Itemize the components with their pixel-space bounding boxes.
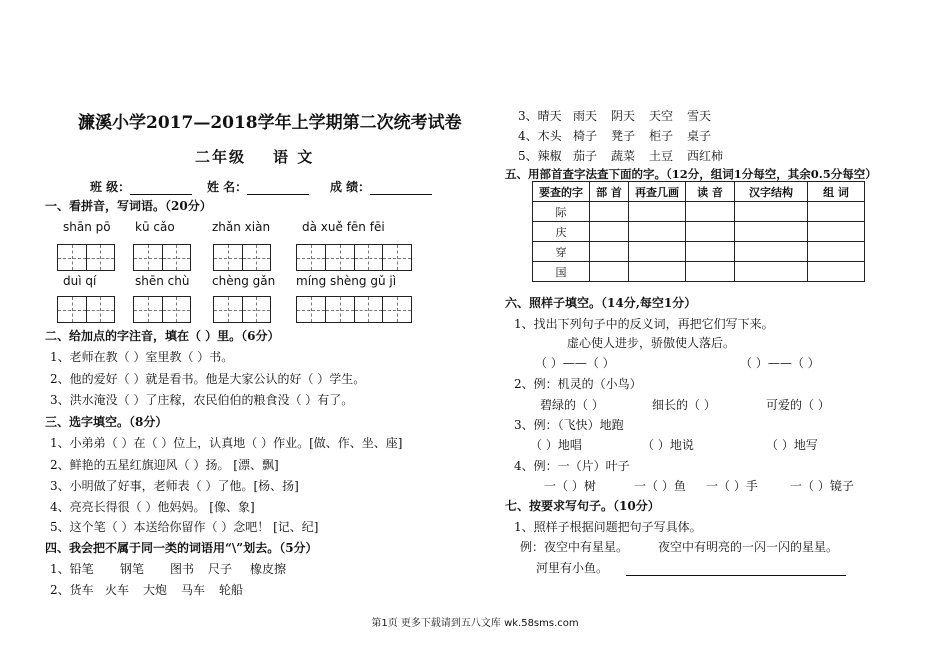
word-row	[518, 147, 723, 164]
example-answer: 夜空中有明亮的一闪一闪的星星。	[658, 540, 839, 554]
word[interactable]: 蔬菜	[611, 149, 636, 163]
pinyin: shēn chù	[135, 274, 190, 288]
question-line: 3、例：（飞快）地跑	[514, 418, 624, 432]
fill-item[interactable]: 一（ ）鱼	[634, 479, 686, 493]
word[interactable]: 2、货车	[50, 583, 94, 597]
name-field	[207, 178, 309, 195]
answer-cell[interactable]	[808, 262, 865, 282]
pinyin: duì qí	[63, 274, 97, 288]
pinyin: míng shèng gǔ jì	[296, 274, 397, 288]
word[interactable]: 图书	[170, 562, 195, 576]
word[interactable]: 火车	[105, 583, 130, 597]
antonym-pair[interactable]: （ ）——（ ）	[535, 356, 615, 370]
fill-item[interactable]: 细长的（ ）	[652, 398, 716, 412]
fill-item[interactable]: 一（ ）镜子	[790, 479, 854, 493]
score-blank[interactable]	[370, 194, 432, 195]
question-line: 1、找出下列句子中的反义词，再把它们写下来。	[514, 317, 774, 331]
word[interactable]: 茄子	[573, 149, 598, 163]
section-4-title: 四、我会把不属于同一类的词语用“\”划去。（5分）	[45, 541, 318, 555]
pinyin: dà xuě fēn fēi	[302, 220, 385, 234]
word-row	[50, 560, 286, 577]
page-footer: 第1页 更多下载请到五八文库 wk.58sms.com	[371, 618, 579, 629]
word[interactable]: 马车	[181, 583, 206, 597]
section-6-title: 六、照样子填空。（14分,每空1分）	[505, 296, 697, 310]
tian-grid[interactable]	[213, 296, 271, 323]
tian-grid[interactable]	[296, 244, 412, 271]
word[interactable]: 3、晴天	[518, 109, 562, 123]
example-label: 例：夜空中有星星。	[520, 540, 629, 554]
antonym-pair[interactable]: （ ）——（ ）	[740, 356, 820, 370]
word[interactable]: 橡皮擦	[250, 562, 287, 576]
class-label: 班 级：	[90, 180, 131, 194]
word[interactable]: 椅子	[573, 129, 598, 143]
table-header: 汉字结构	[735, 182, 808, 202]
fill-item[interactable]: （ ）地唱	[530, 438, 582, 452]
table-row	[533, 202, 865, 222]
pinyin: zhǎn xiàn	[212, 220, 271, 234]
word[interactable]: 天空	[649, 109, 674, 123]
word-row	[50, 581, 243, 598]
answer-cell[interactable]	[808, 202, 865, 222]
question-line: 3、洪水淹没（ ）了庄稼，农民伯伯的粮食没（ ）有了。	[50, 393, 354, 407]
word[interactable]: 1、铅笔	[50, 562, 94, 576]
answer-cell[interactable]	[735, 262, 808, 282]
question-line: 4、例：一（片）叶子	[514, 459, 630, 473]
question-line: 1、小弟弟（ ）在（ ）位上，认真地（ ）作业。[做、作、坐、座]	[50, 436, 403, 450]
example-sentence: 虚心使人进步，骄傲使人落后。	[567, 336, 736, 350]
tian-grid[interactable]	[133, 244, 191, 271]
answer-cell[interactable]	[686, 222, 735, 242]
pinyin: kū cǎo	[135, 220, 175, 234]
radical-lookup-table	[532, 181, 865, 282]
section-2-title: 二、给加点的字注音，填在（ ）里。（6分）	[45, 329, 280, 343]
word[interactable]: 凳子	[611, 129, 636, 143]
question-line: 1、老师在教（ ）室里教（ ）书。	[50, 350, 234, 364]
tian-grid[interactable]	[57, 296, 115, 323]
grade-label: 二年级	[195, 148, 247, 166]
word[interactable]: 钢笔	[120, 562, 145, 576]
word[interactable]: 柜子	[649, 129, 674, 143]
answer-cell[interactable]	[590, 262, 629, 282]
word[interactable]: 土豆	[649, 149, 674, 163]
lookup-char: 穿	[533, 242, 590, 262]
section-5-title: 五、用部首查字法查下面的字。（12分，组词1分每空，其余0.5分每空）	[505, 167, 877, 181]
answer-cell[interactable]	[735, 242, 808, 262]
table-header: 读 音	[686, 182, 735, 202]
fill-item[interactable]: （ ）地说	[642, 438, 694, 452]
answer-cell[interactable]	[629, 242, 686, 262]
table-row	[533, 222, 865, 242]
answer-cell[interactable]	[735, 202, 808, 222]
answer-cell[interactable]	[686, 202, 735, 222]
word[interactable]: 阴天	[611, 109, 636, 123]
class-blank[interactable]	[130, 194, 192, 195]
table-header: 要查的字	[533, 182, 590, 202]
sentence-prompt	[536, 559, 846, 576]
answer-cell[interactable]	[629, 202, 686, 222]
tian-grid[interactable]	[213, 244, 271, 271]
answer-cell[interactable]	[686, 242, 735, 262]
score-label: 成 绩：	[330, 180, 371, 194]
fill-item[interactable]: 可爱的（ ）	[766, 398, 830, 412]
name-blank[interactable]	[247, 194, 309, 195]
question-line: 2、例：机灵的（小鸟）	[514, 377, 642, 391]
word[interactable]: 尺子	[208, 562, 233, 576]
tian-grid[interactable]	[133, 296, 191, 323]
tian-grid[interactable]	[57, 244, 115, 271]
word[interactable]: 大炮	[143, 583, 168, 597]
word-row	[518, 127, 711, 144]
fill-item[interactable]: 碧绿的（ ）	[540, 398, 604, 412]
word[interactable]: 西红柿	[687, 149, 724, 163]
answer-cell[interactable]	[808, 242, 865, 262]
table-row	[533, 262, 865, 282]
question-line: 3、小明做了好事，老师表（ ）了他。[杨、扬]	[50, 479, 299, 493]
score-field	[330, 178, 432, 195]
answer-cell[interactable]	[590, 242, 629, 262]
word[interactable]: 桌子	[687, 129, 712, 143]
word[interactable]: 雪天	[687, 109, 712, 123]
answer-line[interactable]	[626, 575, 846, 576]
word[interactable]: 4、木头	[518, 129, 562, 143]
name-label: 姓 名：	[207, 180, 248, 194]
question-line: 1、照样子根据问题把句子写具体。	[514, 520, 702, 534]
section-3-title: 三、选字填空。（8分）	[45, 415, 168, 429]
subject-label: 语 文	[273, 148, 315, 166]
pinyin: chèng gǎn	[212, 274, 276, 288]
table-header: 部 首	[590, 182, 629, 202]
word[interactable]: 雨天	[573, 109, 598, 123]
table-header: 再查几画	[629, 182, 686, 202]
exam-title: 濂溪小学2017—2018学年上学期第二次统考试卷	[78, 113, 462, 133]
lookup-char: 庆	[533, 222, 590, 242]
answer-cell[interactable]	[735, 222, 808, 242]
word-row	[518, 107, 711, 124]
answer-cell[interactable]	[629, 222, 686, 242]
question-line: 4、亮亮长得很（ ）他妈妈。 [像、象]	[50, 500, 255, 514]
table-header: 组 词	[808, 182, 865, 202]
prompt-text: 河里有小鱼。	[536, 561, 609, 575]
question-line: 5、这个笔（ ）本送给你留作（ ）念吧！ [记、纪]	[50, 520, 319, 534]
fill-item[interactable]: 一（ ）树	[544, 479, 596, 493]
fill-item[interactable]: 一（ ）手	[706, 479, 758, 493]
question-line: 2、他的爱好（ ）就是看书。他是大家公认的好（ ）学生。	[50, 372, 366, 386]
answer-cell[interactable]	[590, 222, 629, 242]
section-1-title: 一、看拼音，写词语。（20分）	[45, 199, 212, 213]
lookup-char: 际	[533, 202, 590, 222]
answer-cell[interactable]	[629, 262, 686, 282]
answer-cell[interactable]	[590, 202, 629, 222]
question-line: 2、鲜艳的五星红旗迎风（ ）扬。 [漂、飘]	[50, 458, 279, 472]
lookup-char: 国	[533, 262, 590, 282]
table-row	[533, 242, 865, 262]
word[interactable]: 5、辣椒	[518, 149, 562, 163]
answer-cell[interactable]	[686, 262, 735, 282]
class-field	[90, 178, 192, 195]
answer-cell[interactable]	[808, 222, 865, 242]
section-7-title: 七、按要求写句子。（10分）	[505, 499, 660, 513]
word[interactable]: 轮船	[219, 583, 244, 597]
fill-item[interactable]: （ ）地写	[766, 438, 818, 452]
tian-grid[interactable]	[296, 296, 412, 323]
pinyin: shān pō	[63, 220, 111, 234]
